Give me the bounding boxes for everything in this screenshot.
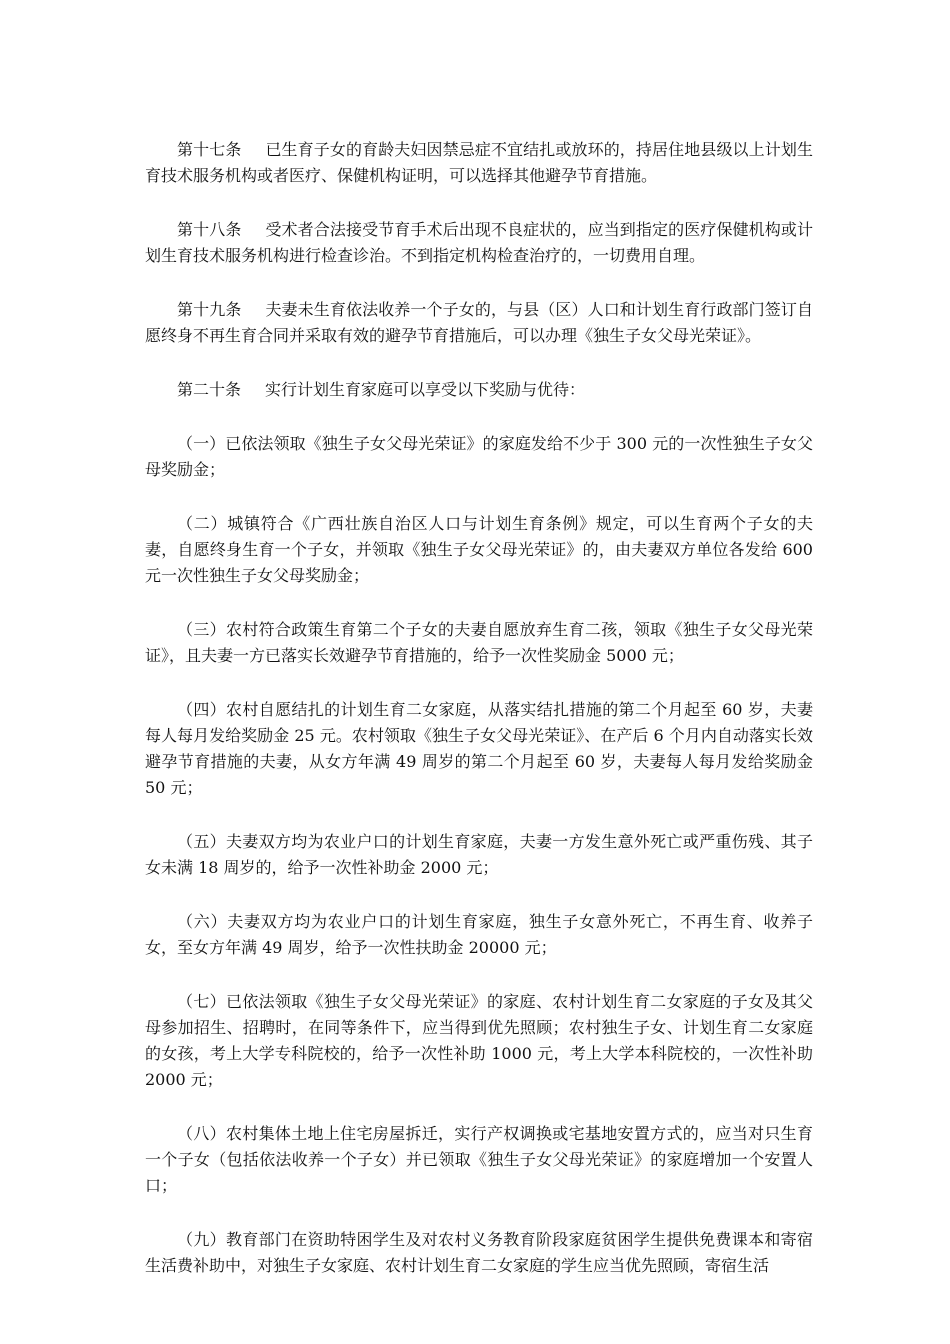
- list-item-4: [145, 697, 813, 801]
- list-item-7: [145, 989, 813, 1093]
- article-number: 第十七条: [177, 140, 242, 159]
- article-number: 第十八条: [177, 220, 242, 239]
- list-item-5: [145, 829, 813, 881]
- list-item-6: [145, 909, 813, 961]
- article-number: 第十九条: [177, 300, 242, 319]
- list-item-1: [145, 431, 813, 483]
- item-text: （四）农村自愿结扎的计划生育二女家庭，从落实结扎措施的第二个月起至 60 岁，夫妻每人每月发给奖励金 25 元。农村领取《独生子女父母光荣证》、在产后 6 个月内自动落实长效避孕节育措施的夫妻，从女方年满 49 周岁的第二个月起至 60 岁，夫妻每人每月发给奖励金 50 元；: [145, 700, 813, 797]
- list-item-9: [145, 1227, 813, 1279]
- article-number: 第二十条: [177, 380, 242, 399]
- list-item-3: [145, 617, 813, 669]
- article-text: 受术者合法接受节育手术后出现不良症状的，应当到指定的医疗保健机构或计划生育技术服务机构进行检查诊治。不到指定机构检查治疗的，一切费用自理。: [145, 220, 813, 265]
- item-text: （三）农村符合政策生育第二个子女的夫妻自愿放弃生育二孩，领取《独生子女父母光荣证》，且夫妻一方已落实长效避孕节育措施的，给予一次性奖励金 5000 元；: [145, 620, 813, 665]
- document-body: [145, 137, 813, 1307]
- item-text: （七）已依法领取《独生子女父母光荣证》的家庭、农村计划生育二女家庭的子女及其父母参加招生、招聘时，在同等条件下，应当得到优先照顾；农村独生子女、计划生育二女家庭的女孩，考上大学专科院校的，给予一次性补助 1000 元，考上大学本科院校的，一次性补助 2000 元；: [145, 992, 813, 1089]
- item-text: （二）城镇符合《广西壮族自治区人口与计划生育条例》规定，可以生育两个子女的夫妻，自愿终身生育一个子女，并领取《独生子女父母光荣证》的，由夫妻双方单位各发给 600 元一次性独生子女父母奖励金；: [145, 514, 813, 585]
- article-text: 夫妻未生育依法收养一个子女的，与县（区）人口和计划生育行政部门签订自愿终身不再生育合同并采取有效的避孕节育措施后，可以办理《独生子女父母光荣证》。: [145, 300, 813, 345]
- item-text: （六）夫妻双方均为农业户口的计划生育家庭，独生子女意外死亡，不再生育、收养子女，至女方年满 49 周岁，给予一次性扶助金 20000 元；: [145, 912, 813, 957]
- item-text: （八）农村集体土地上住宅房屋拆迁，实行产权调换或宅基地安置方式的，应当对只生育一个子女（包括依法收养一个子女）并已领取《独生子女父母光荣证》的家庭增加一个安置人口；: [145, 1124, 813, 1195]
- article-text: 实行计划生育家庭可以享受以下奖励与优待：: [265, 380, 586, 399]
- article-19: [145, 297, 813, 349]
- article-18: [145, 217, 813, 269]
- item-text: （一）已依法领取《独生子女父母光荣证》的家庭发给不少于 300 元的一次性独生子女父母奖励金；: [145, 434, 813, 479]
- list-item-2: [145, 511, 813, 589]
- article-text: 已生育子女的育龄夫妇因禁忌症不宜结扎或放环的，持居住地县级以上计划生育技术服务机构或者医疗、保健机构证明，可以选择其他避孕节育措施。: [145, 140, 813, 185]
- list-item-8: [145, 1121, 813, 1199]
- article-20: [145, 377, 813, 403]
- article-17: [145, 137, 813, 189]
- item-text: （五）夫妻双方均为农业户口的计划生育家庭，夫妻一方发生意外死亡或严重伤残、其子女未满 18 周岁的，给予一次性补助金 2000 元；: [145, 832, 813, 877]
- item-text: （九）教育部门在资助特困学生及对农村义务教育阶段家庭贫困学生提供免费课本和寄宿生活费补助中，对独生子女家庭、农村计划生育二女家庭的学生应当优先照顾，寄宿生活: [145, 1230, 813, 1275]
